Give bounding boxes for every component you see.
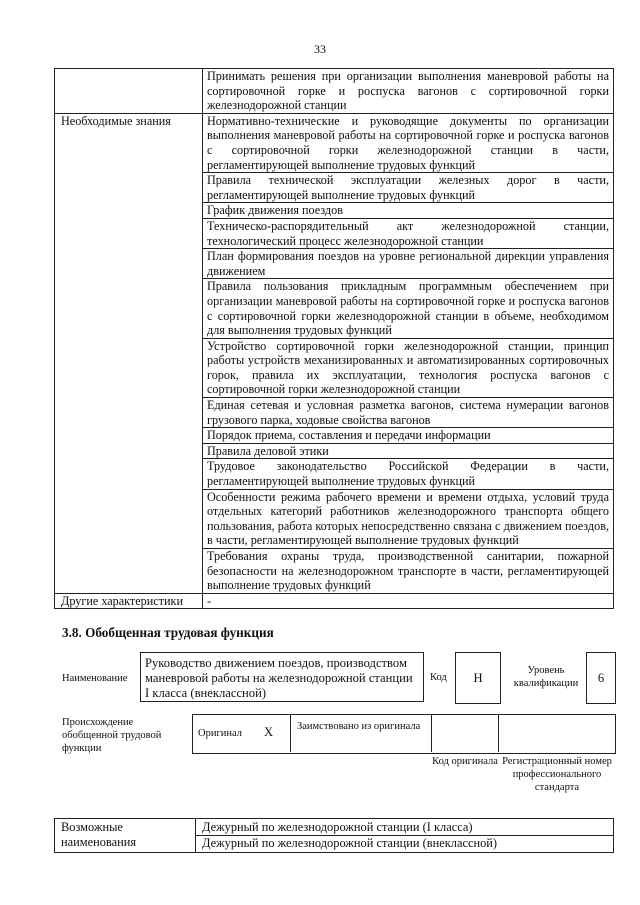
row-item: График движения поездов: [203, 203, 614, 219]
code-label: Код: [430, 672, 447, 683]
list-item: Дежурный по железнодорожной станции (внеклассной): [196, 835, 613, 851]
orig-code-caption: Код оригинала: [432, 756, 498, 767]
level-label: Уровень квалификации: [513, 665, 579, 689]
row-label-knowledge: Необходимые знания: [55, 113, 203, 593]
section-title: 3.8. Обобщенная трудовая функция: [62, 625, 274, 640]
row-item: Порядок приема, составления и передачи информации: [203, 428, 614, 444]
code-value: H: [473, 671, 483, 685]
row-item: Правила пользования прикладным программным обеспечением при организации маневровой работы на сортировочной горке и роспуска вагонов с сортировочной горки железнодорожной станции в объеме, необходимом для выполнения трудовых функций: [203, 279, 614, 338]
row-label-other: Другие характеристики: [55, 593, 203, 609]
row-item: Правила деловой этики: [203, 443, 614, 459]
name-label: Наименование: [62, 673, 128, 684]
function-name-box: [140, 652, 424, 702]
origin-divider: [431, 714, 432, 752]
origin-divider: [498, 714, 499, 752]
origin-label: Происхождение обобщенной трудовой функции: [62, 717, 162, 754]
code-value-box: [455, 652, 501, 704]
original-mark: X: [264, 725, 274, 739]
table-row: [55, 593, 614, 609]
table-row: [55, 819, 614, 853]
row-item: -: [203, 593, 614, 609]
row-item: Техническо-распорядительный акт железнодорожной станции, технологический процесс железнодорожной станции: [203, 218, 614, 248]
row-item: План формирования поездов на уровне региональной дирекции управления движением: [203, 249, 614, 279]
competency-table: [54, 68, 614, 609]
reg-number-caption: Регистрационный номер профессионального стандарта: [502, 756, 612, 793]
row-item: Требования охраны труда, производственной санитарии, пожарной безопасности на железнодорожном транспорте в части, регламентирующей выполнение трудовых функций: [203, 549, 614, 594]
list-item: Дежурный по железнодорожной станции (I класса): [202, 820, 473, 834]
row-item: Трудовое законодательство Российской Федерации в части, регламентирующей выполнение трудовых функций: [203, 459, 614, 489]
function-name: Руководство движением поездов, производством маневровой работы на железнодорожной станции I класса (внеклассной): [145, 656, 413, 700]
row-item: Единая сетевая и условная разметка вагонов, система нумерации вагонов грузового парка, ходовые свойства вагонов: [203, 398, 614, 428]
row-label: [55, 69, 203, 114]
level-value: 6: [597, 671, 605, 685]
row-item: Принимать решения при организации выполнения маневровой работы на сортировочной горке и роспуска вагонов с сортировочной горки железнодорожной станции: [203, 69, 614, 114]
level-value-box: [586, 652, 616, 704]
possible-names-label: Возможные наименования: [55, 819, 196, 853]
possible-names-list: [196, 819, 614, 853]
table-row: [55, 69, 614, 114]
row-item: Правила технической эксплуатации железных дорог в части, регламентирующей выполнение трудовых функций: [203, 173, 614, 203]
borrowed-label: Заимствовано из оригинала: [297, 721, 421, 732]
page-number: 33: [314, 42, 326, 56]
original-label: Оригинал: [198, 728, 242, 739]
origin-divider: [290, 714, 291, 752]
row-item: Нормативно-технические и руководящие документы по организации выполнения маневровой работы на сортировочной горке и роспуска вагонов с сортировочной горки железнодорожной станции в части, регламентирующей выполнение трудовых функций: [203, 113, 614, 172]
row-item: Особенности режима рабочего времени и времени отдыха, условий труда отдельных категорий работников железнодорожного транспорта общего пользования, работа которых непосредственно связана с движением поездов, в части, регламентирующей выполнение трудовых функций: [203, 489, 614, 548]
possible-names-table: [54, 818, 614, 853]
row-item: Устройство сортировочной горки железнодорожной станции, принцип работы устройств механизированных и автоматизированных сортировочных горок, правила их эксплуатации, технология роспуска вагонов с сортировочной горки железнодорожной станции: [203, 338, 614, 397]
table-row: [55, 113, 614, 172]
